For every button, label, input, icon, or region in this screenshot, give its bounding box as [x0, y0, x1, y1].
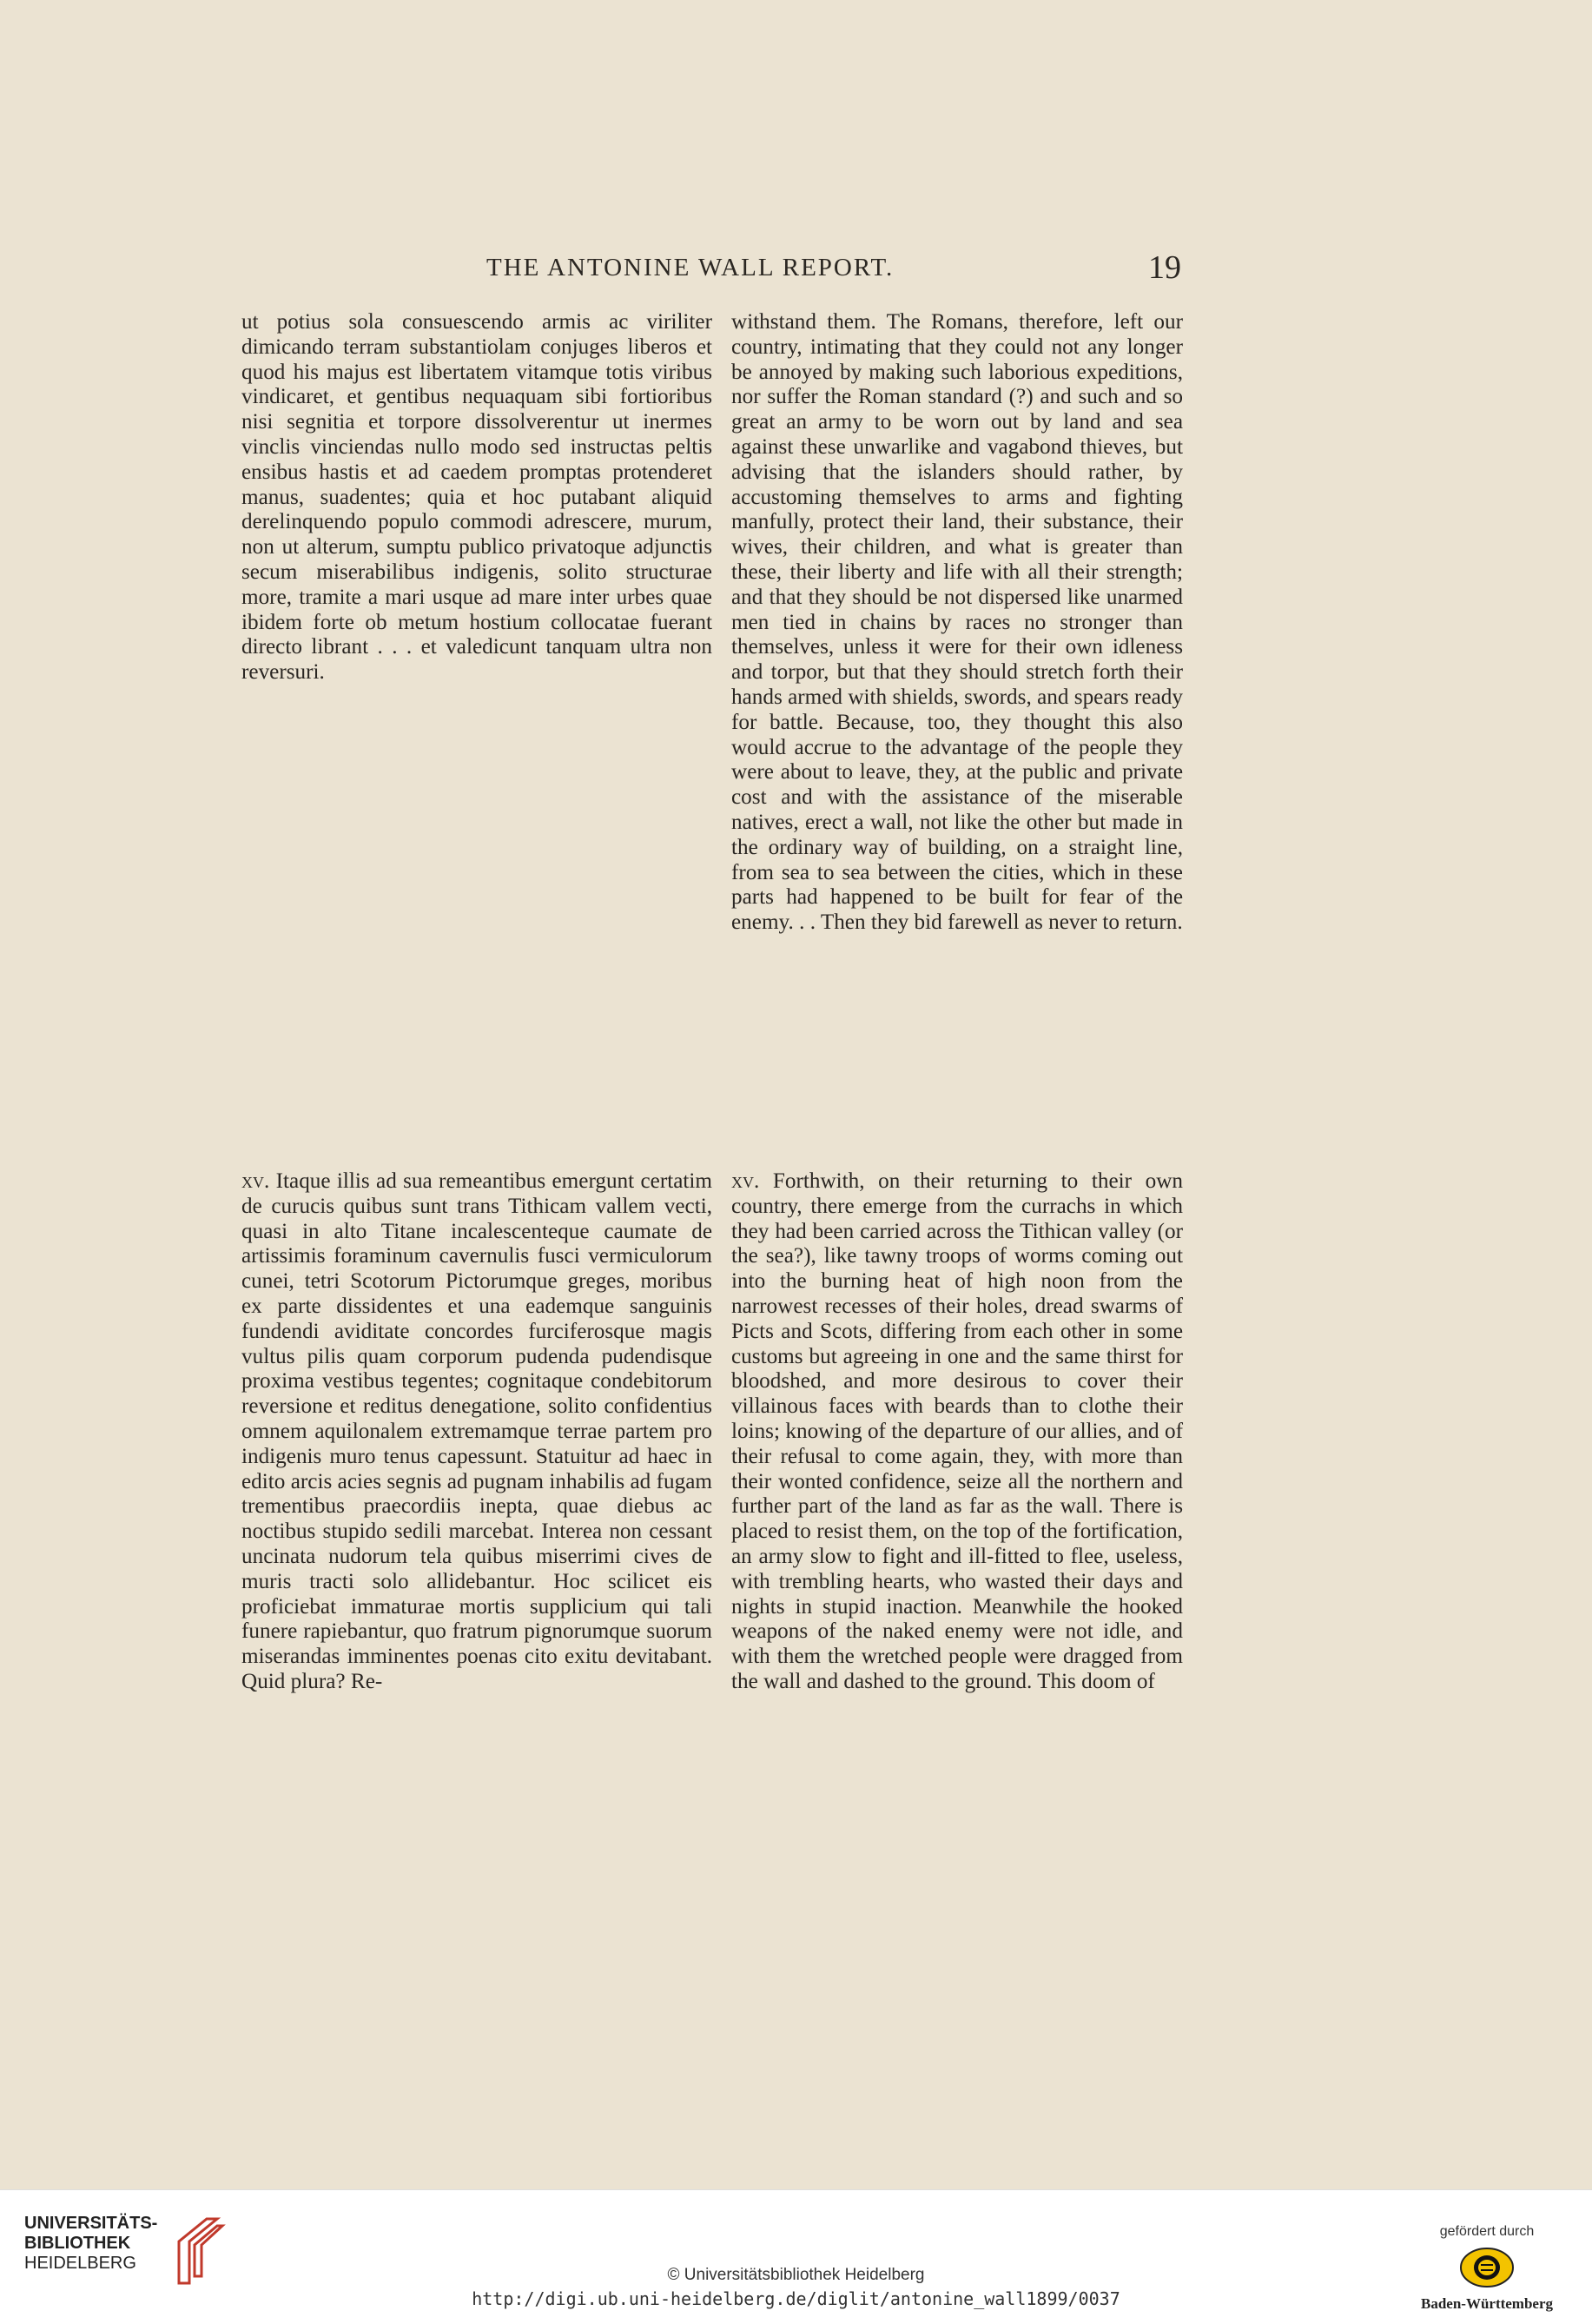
sponsor-name: Baden-Württemberg [1420, 2295, 1554, 2312]
running-head: THE ANTONINE WALL REPORT. [486, 254, 895, 281]
english-paragraph-1: withstand them. The Romans, therefore, left our country, intimating that they could not any longer be annoyed by making such laborious expeditions, nor suffer the Roman standard (?) and such and so great an army to be worn out by land and sea against these unwarlike and vagabond thieves, but advising that the islanders should rather, by accustoming themselves to arms and fighting manfully, protect their land, their substance, their wives, their children, and what is greater than these, their liberty and life with all their strength; and that they should be not dispersed like unarmed men tied in chains by races no stronger than themselves, unless it were for their own idleness and torpor, but that they should stretch forth their hands armed with shields, swords, and spears ready for battle. Because, too, they thought this also would accrue to the advantage of the people they were about to leave, they, at the public and private cost and with the assistance of the miserable natives, erect a wall, not like the other but made in the ordinary way of building, on a straight line, from sea to sea between the cities, which in these parts had happened to be built for fear of the enemy. . . Then they bid farewell as never to return. [731, 310, 1183, 935]
copyright-notice: © Universitätsbibliothek Heidelberg [667, 2266, 925, 2284]
english-paragraph-2-text: Forthwith, on their returning to their own country, there emerge from the currachs in which they had been carried across the Tithican valley (or the sea?), like tawny troops of worms coming out into the burning heat of high noon from the narrowest recesses of their holes, dread swarms of Picts and Scots, differing from each other in some customs but agreeing in one and the same thirst for bloodshed, and more desirous to cover their villainous faces with beards than to clothe their loins; knowing of the departure of our allies, and of their refusal to come again, they, with more than their wonted confidence, seize all the northern and further part of the land as far as the wall. There is placed to resist them, on the top of the fortification, an army slow to fight and ill-fitted to flee, useless, with trembling hearts, who wasted their days and nights in stupid inaction. Meanwhile the hooked weapons of the naked enemy were not idle, and with them the wretched people were dragged from the wall and dashed to the ground. This doom of [731, 1169, 1183, 1693]
page-number: 19 [1148, 249, 1181, 286]
english-paragraph-2 [731, 1169, 1183, 1695]
permalink[interactable]: http://digi.ub.uni-heidelberg.de/diglit/antonine_wall1899/0037 [472, 2288, 1120, 2309]
library-name-line: BIBLIOTHEK [24, 2234, 131, 2253]
library-name [24, 2214, 157, 2274]
latin-paragraph-1: ut potius sola consuescendo armis ac viriliter dimicando terram substantiolam conjuges liberos et quod his majus est libertatem vitamque totis viribus vindicaret, et gentibus nequaquam sibi fortioribus nisi segnitia et torpore dissolverentur ut inermes vinclis vinciendas nullo modo sed instructas peltis ensibus hastis et ad caedem promptas protenderet manus, suadentes; quia et hoc putabant aliquid derelinquendo populo commodi adrescere, murum, non ut alterum, sumptu publico privatoque adjunctis secum miserabilibus indigenis, solito structurae more, tramite a mari usque ad mare inter urbes quae ibidem forte ob metum hostium collocatae fuerant directo librant . . . et valedicunt tanquam ultra non reversuri. [241, 310, 712, 685]
latin-paragraph-2 [241, 1169, 712, 1695]
latin-paragraph-2-text: Itaque illis ad sua remeantibus emergunt certatim de curucis quibus sunt trans Tithicam vallem vecti, quasi in alto Titane incalescenteque caumate de artissimis foraminum cavernulis fusci vermiculorum cunei, tetri Scotorum Pictorumque greges, moribus ex parte dissidentes et una eademque sanguinis fundendi aviditate concordes furciferosque magis vultus pilis quam corporum pudenda pudendisque proxima vestibus tegentes; cognitaque condebitorum reversione et reditus denegatione, solito confidentius omnem aquilonalem extremamque terrae partem pro indigenis muro tenus capessunt. Statuitur ad haec in edito arcis acies segnis ad pugnam inhabilis ad fugam trementibus praecordiis inepta, quae diebus ac noctibus stupido sedili marcebat. Interea non cessant uncinata nudorum tela quibus miserrimi cives de muris tracti solo allidebantur. Hoc scilicet eis proficiebat immaturae mortis supplicium qui tali funere rapiebantur, quo fratrum pignorumque suorum miserandas imminentes poenas cito exitu devitabant. Quid plura? Re- [241, 1169, 712, 1693]
library-name-line: HEIDELBERG [24, 2254, 136, 2273]
section-number: xv. [731, 1169, 760, 1193]
footer-divider [0, 2189, 1592, 2190]
coat-of-arms-icon [1457, 2245, 1516, 2288]
funding-label: gefördert durch [1439, 2224, 1535, 2239]
library-name-line: UNIVERSITÄTS- [24, 2214, 158, 2233]
section-number: xv. [241, 1169, 270, 1193]
